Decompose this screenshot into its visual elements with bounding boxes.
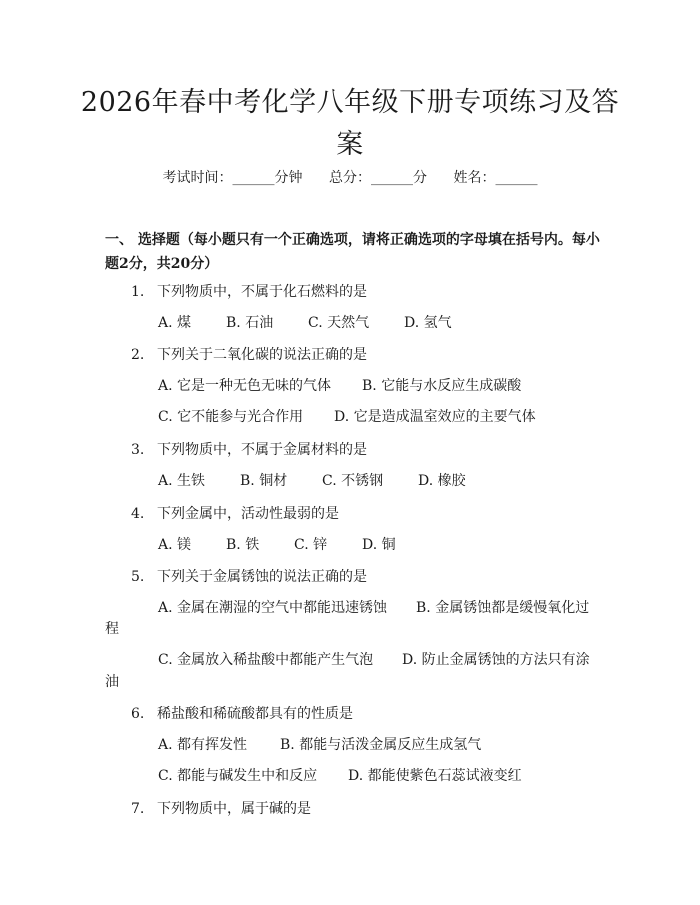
exam-score: 总分：______分	[329, 170, 427, 186]
question-3	[131, 440, 367, 460]
question-5	[131, 567, 367, 587]
option-b: B. 它能与水反应生成碳酸	[362, 378, 522, 394]
option-b: B. 金属锈蚀都是缓慢氧化过	[416, 600, 590, 616]
section-heading: 一、 选择题（每小题只有一个正确选项，请将正确选项的字母填在括号内。每小题2分，共20分）	[105, 232, 600, 272]
question-text: 下列关于二氧化碳的说法正确的是	[157, 347, 367, 363]
question-5-options-2	[158, 650, 590, 670]
question-number: 4.	[131, 506, 145, 522]
question-2	[131, 345, 367, 365]
option-d: D. 它是造成温室效应的主要气体	[334, 409, 536, 425]
question-1-options	[158, 313, 452, 333]
option-c: C. 锌	[294, 537, 328, 553]
question-number: 5.	[131, 569, 145, 585]
option-c: C. 不锈钢	[322, 473, 384, 489]
question-text: 下列物质中，属于碱的是	[157, 801, 311, 817]
question-2-options	[158, 376, 521, 396]
option-c: C. 天然气	[308, 315, 370, 331]
question-6	[131, 704, 353, 724]
question-1	[131, 282, 367, 302]
question-7	[131, 799, 311, 819]
option-c: C. 它不能参与光合作用	[158, 409, 304, 425]
question-3-options	[158, 471, 466, 491]
option-d: D. 氢气	[404, 315, 452, 331]
document-title: 2026年春中考化学八年级下册专项练习及答案	[80, 87, 620, 160]
question-text: 下列物质中，不属于金属材料的是	[157, 442, 367, 458]
question-2-options-2	[158, 407, 536, 427]
option-d: D. 橡胶	[418, 473, 466, 489]
option-d: D. 铜	[362, 537, 396, 553]
option-a: A. 它是一种无色无味的气体	[158, 378, 332, 394]
question-text: 稀盐酸和稀硫酸都具有的性质是	[157, 706, 353, 722]
option-b: B. 石油	[226, 315, 274, 331]
option-d: D. 防止金属锈蚀的方法只有涂	[402, 652, 590, 668]
option-a: A. 都有挥发性	[158, 737, 248, 753]
question-text: 下列物质中，不属于化石燃料的是	[157, 284, 367, 300]
option-c: C. 都能与碱发生中和反应	[158, 768, 318, 784]
question-4-options	[158, 535, 396, 555]
exam-meta	[0, 168, 700, 188]
question-number: 7.	[131, 801, 145, 817]
option-b-continuation: 程	[105, 621, 119, 637]
question-number: 3.	[131, 442, 145, 458]
question-number: 6.	[131, 706, 145, 722]
question-4	[131, 504, 339, 524]
option-c: C. 金属放入稀盐酸中都能产生气泡	[158, 652, 374, 668]
option-a: A. 镁	[158, 537, 192, 553]
question-text: 下列关于金属锈蚀的说法正确的是	[157, 569, 367, 585]
question-number: 2.	[131, 347, 145, 363]
question-text: 下列金属中，活动性最弱的是	[157, 506, 339, 522]
option-a: A. 煤	[158, 315, 192, 331]
option-b: B. 铁	[226, 537, 260, 553]
question-5-options	[158, 598, 589, 618]
option-a: A. 金属在潮湿的空气中都能迅速锈蚀	[158, 600, 388, 616]
question-6-options	[158, 735, 481, 755]
option-d-continuation: 油	[105, 674, 119, 690]
question-number: 1.	[131, 284, 145, 300]
option-b: B. 都能与活泼金属反应生成氢气	[280, 737, 482, 753]
exam-time: 考试时间：______分钟	[162, 170, 303, 186]
question-6-options-2	[158, 766, 522, 786]
option-d: D. 都能使紫色石蕊试液变红	[348, 768, 522, 784]
option-a: A. 生铁	[158, 473, 206, 489]
student-name: 姓名：______	[453, 170, 538, 186]
option-b: B. 铜材	[240, 473, 288, 489]
